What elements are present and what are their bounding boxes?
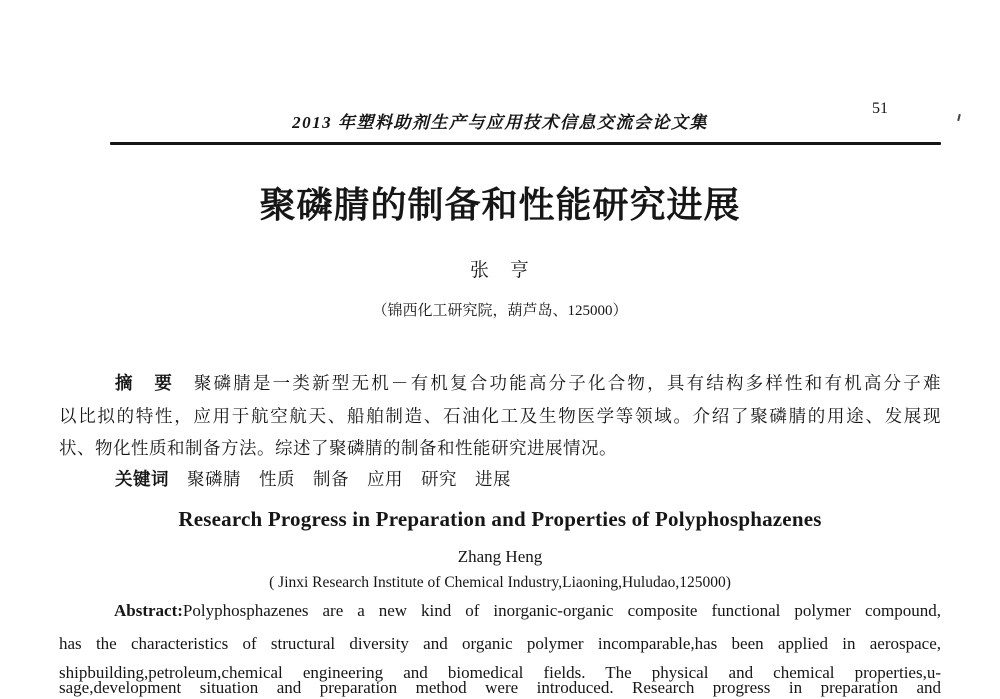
affiliation-en: ( Jinxi Research Institute of Chemical Industry,Liaoning,Huludao,125000) (269, 574, 731, 591)
abstract-en-line-3: shipbuilding,petroleum,chemical engineering and biomedical fields. The physical and chemical properties,u- (59, 663, 941, 682)
abstract-cn-text-1: 聚磷腈是一类新型无机－有机复合功能高分子化合物，具有结构多样性和有机高分子难 (193, 373, 942, 393)
abstract-cn-label-gap (174, 373, 194, 393)
proceedings-header-title: 2013 年塑料助剂生产与应用技术信息交流会论文集 (292, 113, 708, 132)
abstract-cn-line-1 (59, 371, 941, 395)
abstract-en-line-2: has the characteristics of structural diversity and organic polymer incomparable,has been applied in aerospace, (59, 634, 941, 653)
abstract-cn-line-2: 以比拟的特性，应用于航空航天、船舶制造、石油化工及生物医学等领域。介绍了聚磷腈的用途、发展现 (59, 406, 941, 426)
page-number: 51 (872, 100, 888, 117)
author-name-cn: 张 亨 (469, 260, 530, 281)
author-name-en: Zhang Heng (457, 547, 543, 566)
keywords-label: 关键词 (115, 469, 169, 489)
abstract-en-text-1: Polyphosphazenes are a new kind of inorganic-organic composite functional polymer compound, (182, 601, 941, 620)
affiliation-cn: （锦西化工研究院，葫芦岛、125000） (372, 303, 628, 319)
abstract-en-label: Abstract: (114, 601, 183, 620)
keywords-line (59, 467, 941, 491)
keywords-label-gap (169, 469, 187, 489)
article-title-en: Research Progress in Preparation and Properties of Polyphosphazenes (178, 507, 822, 531)
header-rule (110, 142, 941, 145)
keywords-list: 聚磷腈 性质 制备 应用 研究 进展 (187, 469, 511, 489)
abstract-cn-line-3: 状、物化性质和制备方法。综述了聚磷腈的制备和性能研究进展情况。 (59, 438, 617, 458)
abstract-cn-label: 摘 要 (115, 373, 175, 393)
abstract-en-line-1 (59, 599, 941, 622)
abstract-en-line-4-clipped: sage,development situation and preparation method were introduced. Research progress in preparation and (59, 678, 941, 697)
article-title-cn: 聚磷腈的制备和性能研究进展 (259, 185, 741, 225)
